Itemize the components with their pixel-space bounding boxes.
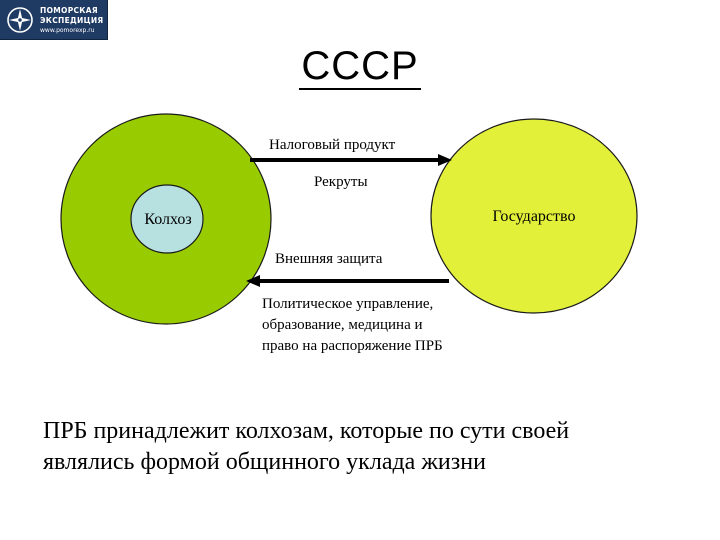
- political-line-3: право на распоряжение ПРБ: [262, 338, 443, 354]
- external-defense-label: Внешняя защита: [275, 251, 383, 267]
- logo-title-line2: ЭКСПЕДИЦИЯ: [40, 16, 104, 25]
- slide-title: СССР: [301, 44, 419, 88]
- logo-title-line1: ПОМОРСКАЯ: [40, 6, 98, 15]
- state-label: Государство: [492, 208, 576, 225]
- political-management-label: [262, 294, 502, 357]
- political-line-2: образование, медицина и: [262, 317, 423, 333]
- political-line-1: Политическое управление,: [262, 296, 434, 312]
- tax-product-label: Налоговый продукт: [269, 137, 396, 153]
- recruits-label: Рекруты: [314, 174, 368, 190]
- logo-url: www.pomorexp.ru: [40, 27, 95, 34]
- body-text: ПРБ принадлежит колхозам, которые по сути своей являлись формой общинного уклада жизни: [43, 418, 570, 475]
- kolkhoz-label: Колхоз: [144, 211, 192, 228]
